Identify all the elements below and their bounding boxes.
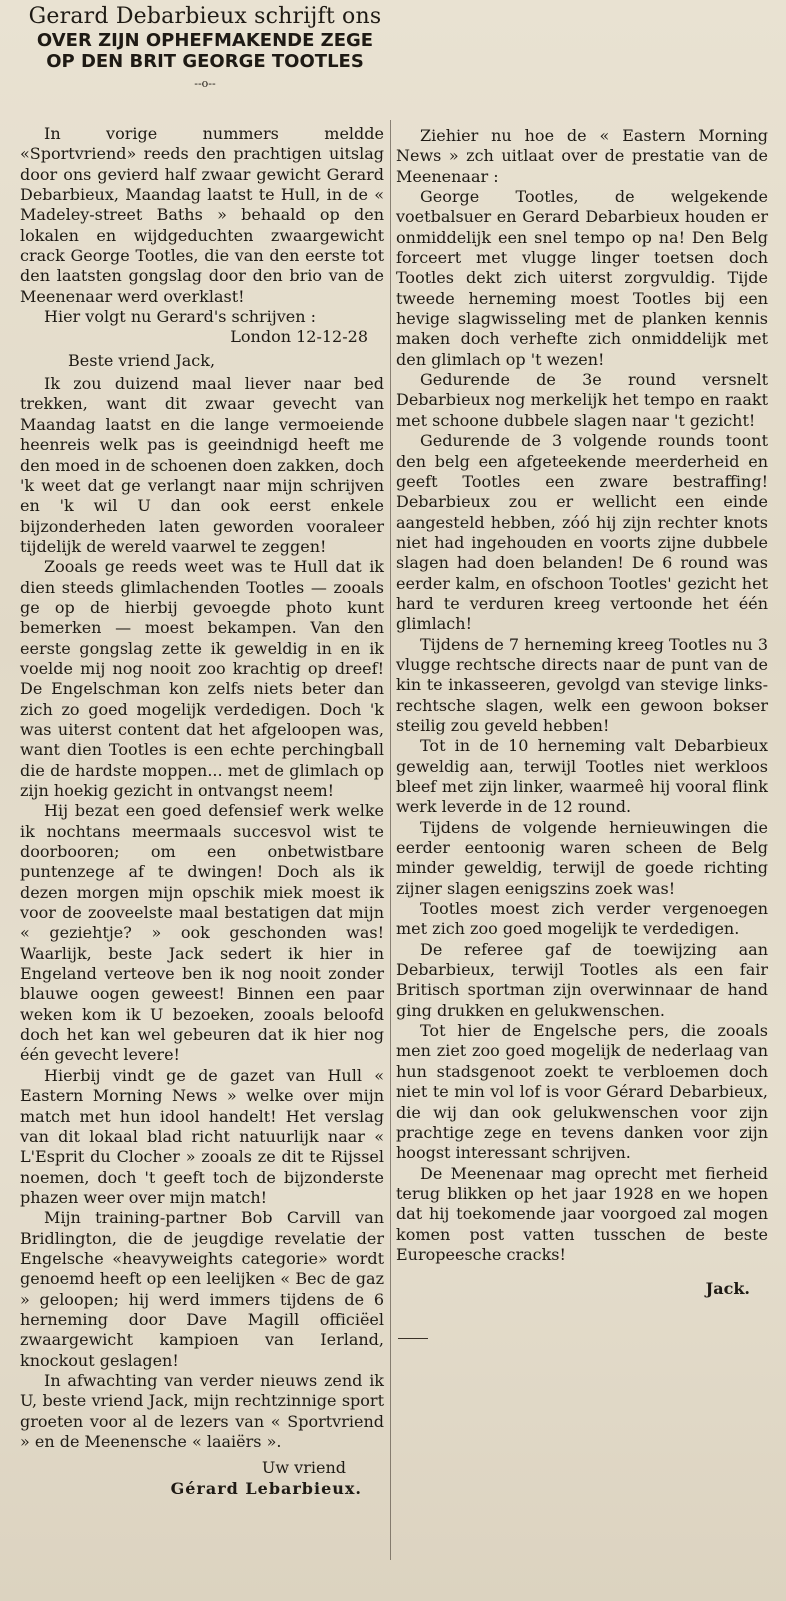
- headline-subtitle-1: OVER ZIJN OPHEFMAKENDE ZEGE: [36, 30, 374, 51]
- report-paragraph: Tijdens de volgende hernieuwingen die eerder eentoonig waren scheen de Belg minder geweldig, terwijl de goede richting zijner slagen eenigszins zoek was!: [396, 817, 768, 898]
- report-paragraph: De Meenenaar mag oprecht met fierheid terug blikken op het jaar 1928 en we hopen dat hij toekomende jaar voorgoed zal mogen komen post vatten tusschen de beste Europeesche cracks!: [396, 1163, 768, 1264]
- right-column: [396, 126, 768, 1300]
- headline-subtitle-2: OP DEN BRIT GEORGE TOOTLES: [46, 51, 364, 72]
- report-paragraph: George Tootles, de welgekende voetbalsuer en Gerard Debarbieux houden er onmiddelijk een snel tempo op na! Den Belg forceert met vlugge linger toetsen doch Tootles dekt zich uiterst zorgvuldig. Tijde tweede herneming moest Tootles bij een hevige slagwisseling met de planken kennis maken doch verhefte zich onmiddelijk met den glimlach op 't wezen!: [396, 187, 768, 369]
- report-paragraph: Tot in de 10 herneming valt Debarbieux geweldig aan, terwijl Tootles niet werkloos bleef met zijn linker, waarmeê hij vooral flink werk leverde in de 12 round.: [396, 736, 768, 817]
- end-rule: [398, 1338, 428, 1339]
- report-paragraph: Tot hier de Engelsche pers, die zooals men ziet zoo goed mogelijk de nederlaag van hun stadsgenoot zoekt te verbloemen doch niet te min vol lof is voor Gérard Debarbieux, die wij dan ook gelukwenschen voor zijn prachtige zege en tevens danken voor zijn hoogst interessant schrijven.: [396, 1021, 768, 1163]
- report-paragraph: Ziehier nu hoe de « Eastern Morning News » zch uitlaat over de prestatie van de Meenenaar :: [396, 126, 768, 186]
- letter-signature: Gérard Lebarbieux.: [170, 1478, 362, 1498]
- letter-paragraph: Ik zou duizend maal liever naar bed trekken, want dit zwaar gevecht van Maandag laatst en die lange vermoeiende heenreis welk pas is geeindnigd heeft me den moed in de schoenen doen zakken, doch 'k weet dat ge verlangt naar mijn schrijven en 'k wil U dan ook eerst enkele bijzonderheden laten geworden vooraleer tijdelijk de wereld vaarwel te zeggen!: [20, 374, 384, 556]
- letter-dateline: London 12-12-28: [230, 327, 368, 347]
- report-paragraph: Gedurende de 3 volgende rounds toont den belg een afgeteekende meerderheid en geeft Tootles een zware bestraffing! Debarbieux zou er wellicht een einde aangesteld hebben, zóó hij zijn rechter knots niet had ingehouden en voorts zijne dubbele slagen had doen belanden! De 6 round was eerder kalm, en ofschoon Tootles' gezicht het hard te verduren kreeg vertoonde het één glimlach!: [396, 431, 768, 634]
- letter-paragraph: Mijn training-partner Bob Carvill van Bridlington, die de jeugdige revelatie der Engelsche «heavyweights categorie» wordt genoemd heeft op een leelijken « Bec de gaz » geloopen; hij werd immers tijdens de 6 herneming door Dave Magill officiëel zwaargewicht kampioen van Ierland, knockout geslagen!: [20, 1208, 384, 1370]
- report-paragraph: Gedurende de 3e round versnelt Debarbieux nog merkelijk het tempo en raakt met schoone dubbele slagen naar 't gezicht!: [396, 370, 768, 430]
- intro-paragraph: Hier volgt nu Gerard's schrijven :: [44, 307, 317, 327]
- article-author: Jack.: [705, 1279, 750, 1299]
- letter-paragraph: Zooals ge reeds weet was te Hull dat ik dien steeds glimlachenden Tootles — zooals ge op de hierbij gevoegde photo kunt bemerken — moest bekampen. Van den eerste gongslag zette ik geweldig in en ik voelde mij nog nooit zoo krachtig op dreef! De Engelschman kon zelfs niets beter dan zich zo goed mogelijk verdedigen. Doch 'k was uiterst content dat het afgeloopen was, want dien Tootles is een echte perchingball die de hardste moppen... met de glimlach op zijn hoekig gezicht in ontvangst neem!: [20, 557, 384, 800]
- left-column: [20, 124, 384, 1499]
- letter-paragraph: In afwachting van verder nieuws zend ik U, beste vriend Jack, mijn rechtzinnige sport groeten voor al de lezers van « Sportvriend » en de Meenensche « laaiërs ».: [20, 1370, 384, 1451]
- letter-salutation: Beste vriend Jack,: [68, 350, 216, 370]
- letter-paragraph: Hij bezat een goed defensief werk welke ik nochtans meermaals succesvol wist te doorbooren; om een onbetwistbare puntenzege af te dwingen! Doch als ik dezen morgen mijn opschik miek moest ik voor de zooveelste maal bestatigen dat mijn « geziehtje? » ook geschonden was! Waarlijk, beste Jack sedert ik hier in Engeland verteove ben ik nog nooit zonder blauwe oogen geweest! Binnen een paar weken kom ik U bezoeken, zooals beloofd doch het kan wel gebeuren dat ik hier nog één gevecht levere!: [20, 801, 384, 1065]
- report-paragraph: Tijdens de 7 herneming kreeg Tootles nu 3 vlugge rechtsche directs naar de punt van de kin te inkasseeren, gevolgd van stevige links-rechtsche slagen, welk een gewoon bokser steilig zou geveld hebben!: [396, 634, 768, 735]
- letter-paragraph: Hierbij vindt ge de gazet van Hull « Eastern Morning News » welke over mijn match met hun idool handelt! Het verslag van dit lokaal blad richt natuurlijk naar « L'Esprit du Clocher » zooals ze dit te Rijssel noemen, doch 't geeft toch de bijzonderste phazen weer over mijn match!: [20, 1065, 384, 1207]
- intro-paragraph: In vorige nummers meldde «Sportvriend» reeds den prachtigen uitslag door ons gevierd half zwaar gewicht Gerard Debarbieux, Maandag laatst te Hull, in de « Madeley-street Baths » behaald op den lokalen en wijdgeduchten zwaargewicht crack George Tootles, die van den eerste tot den laatsten gongslag door den brio van de Meenenaar werd overklast!: [20, 124, 384, 306]
- letter-closing: Uw vriend: [261, 1458, 346, 1478]
- article-headline: [14, 4, 396, 92]
- report-paragraph: Tootles moest zich verder vergenoegen met zich zoo goed mogelijk te verdedigen.: [396, 899, 768, 939]
- report-paragraph: De referee gaf de toewijzing aan Debarbieux, terwijl Tootles als een fair Britisch sportman zijn overwinnaar de hand ging drukken en gelukwenschen.: [396, 939, 768, 1020]
- headline-title: Gerard Debarbieux schrijft ons: [28, 4, 382, 29]
- headline-ornament: --o--: [194, 77, 216, 90]
- column-divider: [390, 120, 391, 1560]
